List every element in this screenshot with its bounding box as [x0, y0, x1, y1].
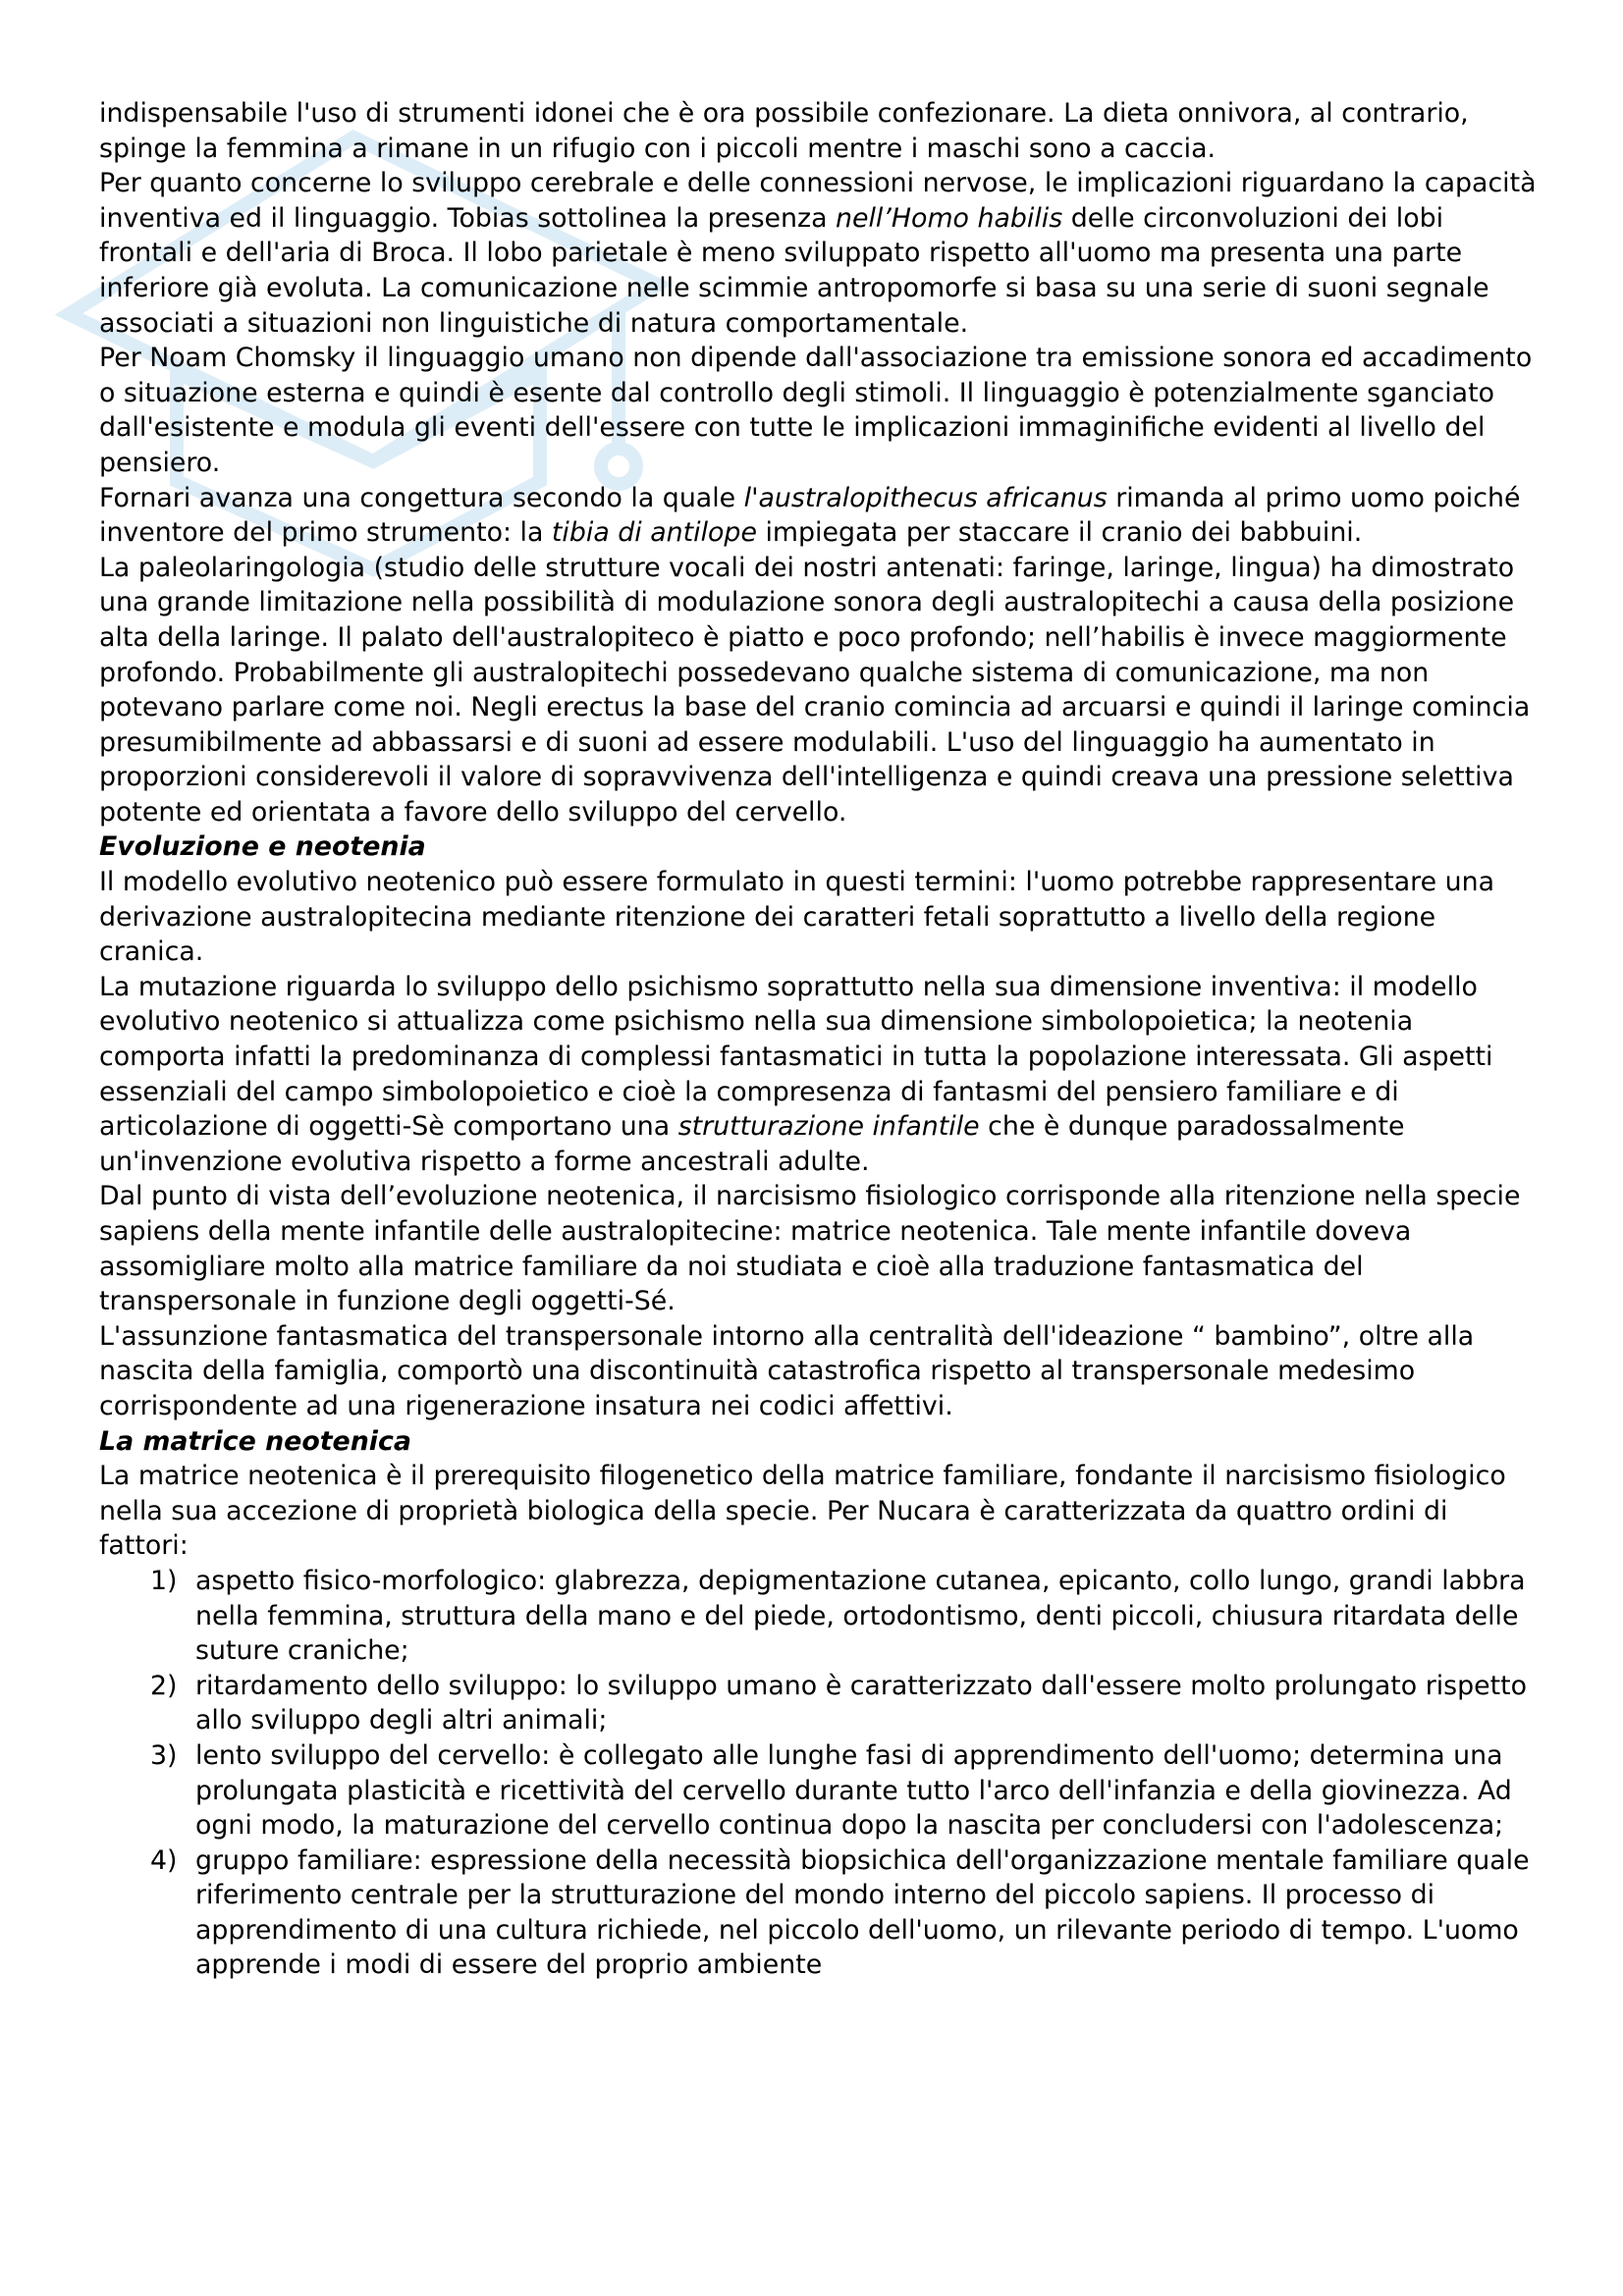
text-run: Il modello evolutivo neotenico può essere formulato in questi termini: l'uomo potrebbe rappresentare una derivazione australopitecina mediante ritenzione dei caratteri fetali soprattutto a livello della regione cranica.	[99, 867, 1494, 968]
italic-term: tibia di antilope	[551, 517, 757, 549]
text-run: impiegata per staccare il cranio dei babbuini.	[756, 517, 1363, 549]
paragraph	[99, 481, 1542, 551]
paragraph	[99, 166, 1542, 341]
italic-term: l'australopithecus africanus	[743, 482, 1108, 513]
list-item-text: lento sviluppo del cervello: è collegato alle lunghe fasi di apprendimento dell'uomo; determina una prolungata plasticità e ricettività del cervello durante tutto l'arco dell'infanzia e della giovinezza. Ad ogni modo, la maturazione del cervello continua dopo la nascita per concludersi con l'adolescenza;	[195, 1739, 1512, 1842]
list-item	[99, 1669, 1542, 1738]
list-item-number: 1)	[150, 1565, 178, 1596]
list-item-text: ritardamento dello sviluppo: lo sviluppo umano è caratterizzato dall'essere molto prolungato rispetto allo sviluppo degli altri animali;	[195, 1670, 1528, 1736]
paragraph	[99, 1179, 1542, 1318]
text-run: L'assunzione fantasmatica del transpersonale intorno alla centralità dell'ideazione “ bambino”, oltre alla nascita della famiglia, comportò una discontinuità catastrofica rispetto al transpersonale medesimo corrispondente ad una rigenerazione insatura nei codici affettivi.	[99, 1320, 1475, 1421]
paragraph	[99, 970, 1542, 1180]
heading-matrice-neotenica: La matrice neotenica	[99, 1425, 411, 1457]
text-run: Fornari avanza una congettura secondo la quale	[99, 482, 744, 513]
list-item	[99, 1564, 1542, 1669]
list-item	[99, 1843, 1542, 1983]
list-item	[99, 1738, 1542, 1843]
section-evoluzione	[99, 865, 1542, 1424]
text-run: Dal punto di vista dell’evoluzione neotenica, il narcisismo fisiologico corrisponde alla ritenzione nella specie sapiens della mente infantile delle australopitecine: matrice neotenica. Tale mente infantile doveva assomigliare molto alla matrice familiare da noi studiata e cioè alla traduzione fantasmatica del transpersonale in funzione degli oggetti-Sé.	[99, 1181, 1521, 1317]
text-run: indispensabile l'uso di strumenti idonei che è ora possibile confezionare. La dieta onnivora, al contrario, spinge la femmina a rimane in un rifugio con i piccoli mentre i maschi sono a caccia.	[99, 98, 1469, 164]
text-run: La mutazione riguarda lo sviluppo dello psichismo soprattutto nella sua dimensione inventiva: il modello evolutivo neotenico si attualizza come psichismo nella sua dimensione simbolopoietica; la neotenia comporta infatti la predominanza di complessi fantasmatici in tutta la popolazione interessata. Gli aspetti essenziali del campo simbolopoietico e cioè la compresenza di fantasmi del pensiero familiare e di articolazione di oggetti-Sè comportano una	[99, 971, 1493, 1143]
text-run: che è dunque paradossalmente un'invenzione evolutiva rispetto a forme ancestrali adulte.	[99, 1111, 1405, 1177]
list-item-number: 2)	[150, 1670, 178, 1701]
paragraph	[99, 96, 1542, 166]
list-item-number: 4)	[150, 1844, 178, 1876]
paragraph-matrice: La matrice neotenica è il prerequisito filogenetico della matrice familiare, fondante il narcisismo fisiologico nella sua accezione di proprietà biologica della specie. Per Nucara è caratterizzata da quattro ordini di fattori:	[99, 1461, 1506, 1562]
paragraph	[99, 865, 1542, 970]
italic-term: strutturazione infantile	[677, 1111, 980, 1143]
text-run: La paleolaringologia (studio delle strutture vocali dei nostri antenati: faringe, laringe, lingua) ha dimostrato una grande limitazione nella possibilità di modulazione sonora degli australopitechi a causa della posizione alta della laringe. Il palato dell'australopiteco è piatto e poco profondo; nell’habilis è invece maggiormente profondo. Probabilmente gli australopitechi possedevano qualche sistema di comunicazione, ma non potevano parlare come noi. Negli erectus la base del cranio comincia ad arcuarsi e quindi il laringe comincia presumibilmente ad abbassarsi e di suoni ad essere modulabili. L'uso del linguaggio ha aumentato in proporzioni considerevoli il valore di sopravvivenza dell'intelligenza e quindi creava una pressione selettiva potente ed orientata a favore dello sviluppo del cervello.	[99, 552, 1531, 828]
text-run: rimanda al primo uomo poiché inventore del primo strumento: la	[99, 482, 1521, 549]
text-run: Per Noam Chomsky il linguaggio umano non dipende dall'associazione tra emissione sonora ed accadimento o situazione esterna e quindi è esente dal controllo degli stimoli. Il linguaggio è potenzialmente sganciato dall'esistente e modula gli eventi dell'essere con tutte le implicazioni immaginifiche evidenti al livello del pensiero.	[99, 343, 1533, 478]
text-run: Per quanto concerne lo sviluppo cerebrale e delle connessioni nervose, le implicazioni riguardano la capacità inventiva ed il linguaggio. Tobias sottolinea la presenza	[99, 168, 1537, 234]
list-item-text: aspetto fisico-morfologico: glabrezza, depigmentazione cutanea, epicanto, collo lungo, grandi labbra nella femmina, struttura della mano e del piede, ortodontismo, denti piccoli, chiusura ritardata delle suture craniche;	[195, 1565, 1526, 1667]
section-intro	[99, 96, 1542, 829]
list-item-number: 3)	[150, 1739, 178, 1771]
paragraph	[99, 1319, 1542, 1424]
list-item-text: gruppo familiare: espressione della necessità biopsichica dell'organizzazione mentale familiare quale riferimento centrale per la strutturazione del mondo interno del piccolo sapiens. Il processo di apprendimento di una cultura richiede, nel piccolo dell'uomo, un rilevante periodo di tempo. L'uomo apprende i modi di essere del proprio ambiente	[195, 1844, 1530, 1981]
heading-evoluzione-neotenia: Evoluzione e neotenia	[99, 831, 426, 863]
italic-term: nell’Homo habilis	[836, 202, 1063, 234]
factors-list	[99, 1564, 1542, 1983]
document-page	[99, 96, 1542, 1983]
text-run: delle circonvoluzioni dei lobi frontali e dell'aria di Broca. Il lobo parietale è meno sviluppato rispetto all'uomo ma presenta una parte inferiore già evoluta. La comunicazione nelle scimmie antropomorfe si basa su una serie di suoni segnale associati a situazioni non linguistiche di natura comportamentale.	[99, 202, 1489, 339]
paragraph	[99, 551, 1542, 830]
paragraph	[99, 341, 1542, 480]
